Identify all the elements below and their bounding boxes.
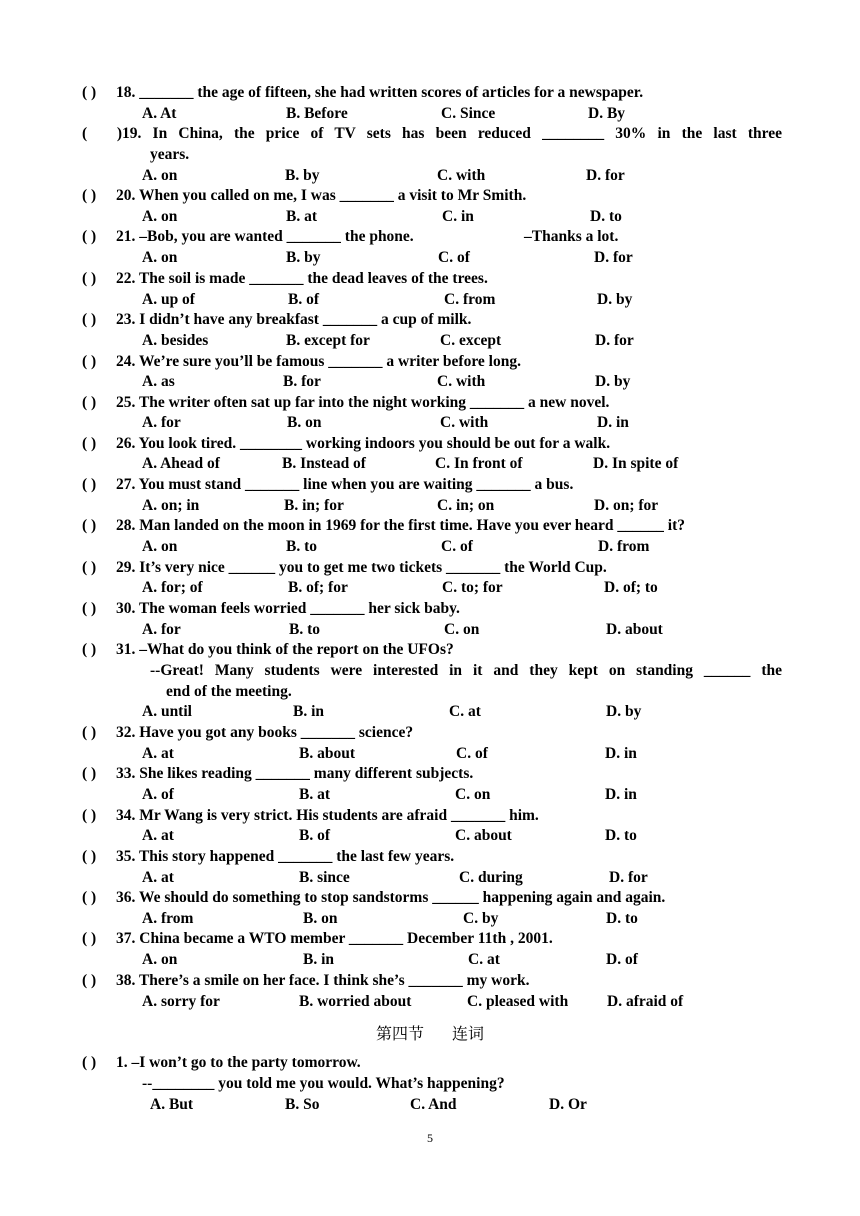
question-34 xyxy=(82,806,782,826)
option-d: D. for xyxy=(609,869,648,886)
option-b: B. of xyxy=(288,291,319,308)
question-reply: –Thanks a lot. xyxy=(524,228,619,245)
question-stem: 28. Man landed on the moon in 1969 for the first time. Have you ever heard ______ it? xyxy=(116,517,686,534)
option-b: B. for xyxy=(283,373,321,390)
answer-blank[interactable]: ( ) xyxy=(82,641,97,658)
question-stem-continued: --Great! Many students were interested in it and they kept on standing ______ the xyxy=(150,662,782,679)
answer-blank[interactable]: ( ) xyxy=(82,476,97,493)
option-d: D. by xyxy=(606,703,642,720)
option-c: C. at xyxy=(468,951,500,968)
option-b: B. to xyxy=(286,538,317,555)
question-stem-continued: years. xyxy=(150,146,190,163)
option-b: B. in; for xyxy=(284,497,344,514)
question-26 xyxy=(82,434,782,454)
answer-blank[interactable]: ( ) xyxy=(82,724,97,741)
question-22 xyxy=(82,269,782,289)
answer-blank[interactable]: ( ) xyxy=(82,972,97,989)
answer-blank[interactable]: ( ) xyxy=(82,930,97,947)
option-c: C. to; for xyxy=(442,579,503,596)
option-a: A. at xyxy=(142,869,174,886)
option-c: C. except xyxy=(440,332,502,349)
option-a: A. as xyxy=(142,373,175,390)
option-a: A. at xyxy=(142,745,174,762)
option-d: D. to xyxy=(605,827,637,844)
question-stem: 30. The woman feels worried _______ her sick baby. xyxy=(116,600,460,617)
option-a: A. at xyxy=(142,827,174,844)
option-a: A. on xyxy=(142,538,178,555)
question-23 xyxy=(82,310,782,330)
option-d: D. to xyxy=(590,208,622,225)
option-a: A. sorry for xyxy=(142,993,220,1010)
question-24 xyxy=(82,352,782,372)
option-a: A. until xyxy=(142,703,192,720)
question-29 xyxy=(82,558,782,578)
answer-blank[interactable]: ( ) xyxy=(82,270,97,287)
answer-blank[interactable]: ( ) xyxy=(82,889,97,906)
section-name: 连词 xyxy=(452,1024,485,1043)
answer-blank[interactable]: ( ) xyxy=(82,848,97,865)
question-37 xyxy=(82,929,782,949)
option-d: D. from xyxy=(598,538,650,555)
question-stem: 33. She likes reading _______ many different subjects. xyxy=(116,765,474,782)
option-d: D. for xyxy=(586,167,625,184)
question-20 xyxy=(82,186,782,206)
option-b: B. since xyxy=(299,869,350,886)
answer-blank[interactable]: ( ) xyxy=(82,1054,97,1071)
question-35 xyxy=(82,847,782,867)
option-b: B. on xyxy=(303,910,338,927)
question-31 xyxy=(82,640,782,660)
question-stem: 34. Mr Wang is very strict. His students are afraid _______ him. xyxy=(116,807,539,824)
page-number: 5 xyxy=(427,1131,433,1145)
question-stem: 23. I didn’t have any breakfast _______ a cup of milk. xyxy=(116,311,472,328)
option-c: C. with xyxy=(437,373,486,390)
option-d: D. of; to xyxy=(604,579,658,596)
option-b: B. at xyxy=(299,786,330,803)
option-c: C. on xyxy=(455,786,491,803)
answer-blank[interactable]: ( ) xyxy=(82,559,97,576)
option-a: A. on xyxy=(142,951,178,968)
option-c: C. during xyxy=(459,869,523,886)
option-a: A. Ahead of xyxy=(142,455,220,472)
question-stem: 21. –Bob, you are wanted _______ the phone. xyxy=(116,228,414,245)
question-18 xyxy=(82,83,782,103)
question-stem: 19. In China, the price of TV sets has been reduced ________ 30% in the last three xyxy=(122,125,782,142)
option-b: B. in xyxy=(303,951,335,968)
option-d: D. for xyxy=(594,249,633,266)
question-stem: 31. –What do you think of the report on the UFOs? xyxy=(116,641,454,658)
question-25 xyxy=(82,393,782,413)
option-b: B. about xyxy=(299,745,355,762)
answer-blank[interactable]: ( ) xyxy=(82,187,97,204)
option-c: C. of xyxy=(438,249,470,266)
conj-question-1 xyxy=(82,1053,782,1073)
option-b: B. of; for xyxy=(288,579,348,596)
option-b: B. in xyxy=(293,703,325,720)
option-d: D. Or xyxy=(549,1096,587,1113)
answer-blank[interactable]: ( ) xyxy=(82,353,97,370)
answer-blank[interactable]: ( ) xyxy=(82,765,97,782)
question-27 xyxy=(82,475,782,495)
question-stem: 32. Have you got any books _______ science? xyxy=(116,724,414,741)
option-c: C. by xyxy=(463,910,499,927)
option-a: A. for; of xyxy=(142,579,203,596)
option-c: C. in xyxy=(442,208,474,225)
option-d: D. By xyxy=(588,105,626,122)
option-d: D. In spite of xyxy=(593,455,679,472)
option-b: B. of xyxy=(299,827,330,844)
question-28 xyxy=(82,516,782,536)
question-stem-continued-2: end of the meeting. xyxy=(166,683,292,700)
option-a: A. on xyxy=(142,249,178,266)
option-c: C. from xyxy=(444,291,496,308)
option-c: C. with xyxy=(437,167,486,184)
option-b: B. So xyxy=(285,1096,320,1113)
section-part: 第四节 xyxy=(375,1024,424,1043)
option-b: B. worried about xyxy=(299,993,412,1010)
question-36 xyxy=(82,888,782,908)
answer-blank[interactable]: ( ) xyxy=(82,807,97,824)
option-a: A. for xyxy=(142,414,181,431)
option-d: D. in xyxy=(605,786,637,803)
question-38 xyxy=(82,971,782,991)
question-stem: 18. _______ the age of fifteen, she had written scores of articles for a newspaper. xyxy=(116,84,644,101)
option-a: A. of xyxy=(142,786,174,803)
option-d: D. by xyxy=(595,373,631,390)
answer-blank[interactable]: ( ) xyxy=(82,125,122,142)
question-stem-continued: --________ you told me you would. What’s happening? xyxy=(142,1075,505,1092)
question-stem: 1. –I won’t go to the party tomorrow. xyxy=(116,1054,361,1071)
option-c: C. with xyxy=(440,414,489,431)
option-d: D. on; for xyxy=(594,497,659,514)
option-c: C. Since xyxy=(441,105,496,122)
answer-blank[interactable]: ( ) xyxy=(82,228,97,245)
option-a: A. from xyxy=(142,910,194,927)
option-b: B. by xyxy=(285,167,320,184)
option-a: A. on; in xyxy=(142,497,200,514)
option-b: B. to xyxy=(289,621,320,638)
option-b: B. on xyxy=(287,414,322,431)
answer-blank[interactable]: ( ) xyxy=(82,394,97,411)
option-a: A. on xyxy=(142,167,178,184)
option-d: D. in xyxy=(605,745,637,762)
answer-blank[interactable]: ( ) xyxy=(82,435,97,452)
option-d: D. by xyxy=(597,291,633,308)
option-c: C. about xyxy=(455,827,512,844)
option-a: A. for xyxy=(142,621,181,638)
section-heading xyxy=(0,1021,860,1044)
question-33 xyxy=(82,764,782,784)
option-b: B. at xyxy=(286,208,317,225)
question-stem: 36. We should do something to stop sandstorms ______ happening again and again. xyxy=(116,889,666,906)
option-a: A. up of xyxy=(142,291,195,308)
option-b: B. by xyxy=(286,249,321,266)
question-stem: 35. This story happened _______ the last few years. xyxy=(116,848,455,865)
option-b: B. Before xyxy=(286,105,348,122)
option-a: A. At xyxy=(142,105,177,122)
question-stem: 20. When you called on me, I was _______ a visit to Mr Smith. xyxy=(116,187,527,204)
question-stem: 25. The writer often sat up far into the night working _______ a new novel. xyxy=(116,394,610,411)
answer-blank[interactable]: ( ) xyxy=(82,84,97,101)
question-stem: 22. The soil is made _______ the dead leaves of the trees. xyxy=(116,270,488,287)
option-a: A. But xyxy=(150,1096,194,1113)
question-19 xyxy=(82,124,782,145)
question-stem: 27. You must stand _______ line when you are waiting _______ a bus. xyxy=(116,476,574,493)
option-d: D. afraid of xyxy=(607,993,684,1010)
option-d: D. in xyxy=(597,414,629,431)
option-b: B. except for xyxy=(286,332,370,349)
answer-blank[interactable]: ( ) xyxy=(82,517,97,534)
option-c: C. of xyxy=(456,745,488,762)
question-stem: 37. China became a WTO member _______ December 11th , 2001. xyxy=(116,930,553,947)
option-c: C. And xyxy=(410,1096,457,1113)
option-c: C. in; on xyxy=(437,497,495,514)
question-stem: 26. You look tired. ________ working indoors you should be out for a walk. xyxy=(116,435,611,452)
option-c: C. at xyxy=(449,703,481,720)
question-stem: 38. There’s a smile on her face. I think she’s _______ my work. xyxy=(116,972,530,989)
option-a: A. besides xyxy=(142,332,209,349)
option-c: C. pleased with xyxy=(467,993,569,1010)
option-c: C. In front of xyxy=(435,455,523,472)
option-d: D. about xyxy=(606,621,663,638)
answer-blank[interactable]: ( ) xyxy=(82,600,97,617)
question-stem: 24. We’re sure you’ll be famous _______ a writer before long. xyxy=(116,353,521,370)
option-b: B. Instead of xyxy=(282,455,366,472)
question-21 xyxy=(82,227,782,247)
option-d: D. for xyxy=(595,332,634,349)
option-c: C. of xyxy=(441,538,473,555)
question-30 xyxy=(82,599,782,619)
question-32 xyxy=(82,723,782,743)
option-d: D. of xyxy=(606,951,638,968)
option-d: D. to xyxy=(606,910,638,927)
option-c: C. on xyxy=(444,621,480,638)
answer-blank[interactable]: ( ) xyxy=(82,311,97,328)
question-stem: 29. It’s very nice ______ you to get me two tickets _______ the World Cup. xyxy=(116,559,607,576)
option-a: A. on xyxy=(142,208,178,225)
